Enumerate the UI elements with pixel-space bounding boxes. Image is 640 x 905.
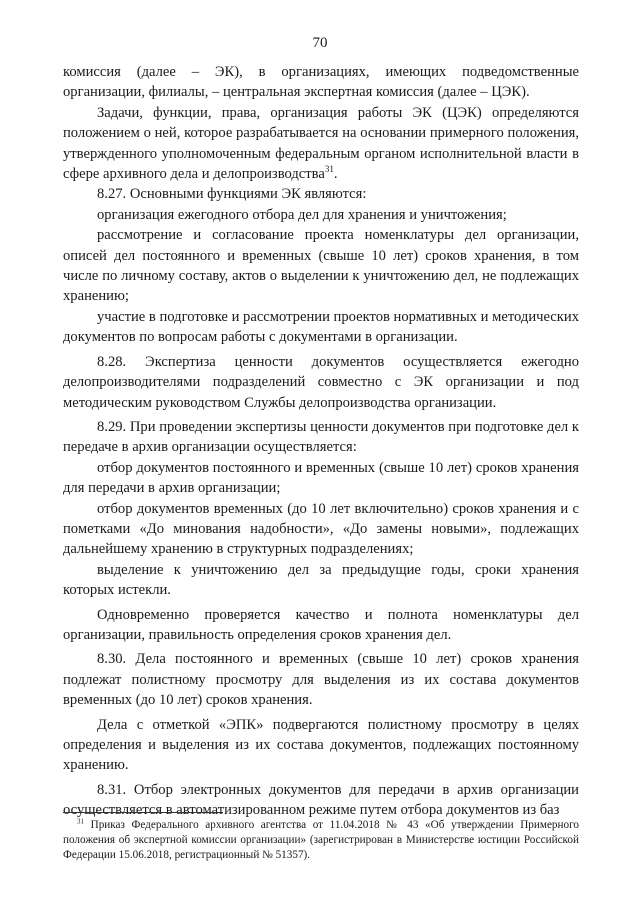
paragraph-commission-intro: комиссия (далее – ЭК), в организациях, имеющих подведомственные организации, филиалы, – центральная экспертная комиссия (далее – ЦЭК). — [63, 64, 579, 101]
footnote-reference: 31 — [324, 164, 334, 175]
footnote — [63, 818, 579, 863]
paragraph-8-27-heading: 8.27. Основными функциями ЭК являются: — [97, 186, 367, 203]
paragraph-8-28: 8.28. Экспертиза ценности документов осуществляется ежегодно делопроизводителями подразделений совместно с ЭК организации и под методическим руководством Службы делопроизводства организации. — [63, 353, 579, 411]
paragraph-destruction: выделение к уничтожению дел за предыдущие годы, сроки хранения которых истекли. — [63, 561, 579, 599]
body-text — [63, 62, 579, 821]
footnote-text: Приказ Федерального архивного агентства от 11.04.2018 № 43 «Об утверждении Примерного положения об экспертной комиссии организации» (зарегистрирован в Министерстве юстиции Российской Федерации 15.06.2018, регистрационный № 51357). — [63, 819, 579, 861]
paragraph-quality-check: Одновременно проверяется качество и полнота номенклатуры дел организации, правильность определения сроков хранения дел. — [63, 606, 579, 643]
footnote-mark: 31 — [77, 817, 84, 826]
paragraph-8-30: 8.30. Дела постоянного и временных (свыше 10 лет) сроков хранения подлежат полистному просмотру для выделения из их состава документов временных (до 10 лет) сроков хранения. — [63, 651, 579, 709]
paragraph-participation: участие в подготовке и рассмотрении проектов нормативных и методических документов по вопросам работы с документами в организации. — [63, 308, 579, 346]
paragraph-epk: Дела с отметкой «ЭПК» подвергаются полистному просмотру в целях определения и выделения из их состава документов, подлежащих постоянному хранению. — [63, 716, 579, 774]
paragraph-8-31: 8.31. Отбор электронных документов для передачи в архив организации осуществляется в автоматизированном режиме путем отбора документов из баз — [63, 781, 579, 819]
paragraph-permanent-selection: отбор документов постоянного и временных (свыше 10 лет) сроков хранения для передачи в архив организации; — [63, 459, 579, 497]
paragraph-temporary-selection: отбор документов временных (до 10 лет включительно) сроков хранения и с пометками «До минования надобности», «До замены новыми», подлежащих дальнейшему хранению в структурных подразделениях; — [63, 500, 579, 558]
paragraph-annual-selection: организация ежегодного отбора дел для хранения и уничтожения; — [97, 206, 507, 223]
paragraph-commission-regulation-tail: . — [333, 166, 338, 183]
footnote-entry — [63, 818, 579, 863]
paragraph-review-nomenclature: рассмотрение и согласование проекта номенклатуры дел организации, описей дел постоянного и временных (свыше 10 лет) сроков хранения, в том числе по личному составу, актов о выделении к уничтожению дел, не подлежащих хранению; — [63, 227, 579, 305]
footnote-divider — [63, 812, 223, 813]
paragraph-8-29: 8.29. При проведении экспертизы ценности документов при подготовке дел к передаче в архив организации осуществляется: — [63, 418, 579, 456]
paragraph-commission-regulation — [63, 103, 579, 185]
page-number: 70 — [312, 35, 328, 51]
paragraph-commission-regulation-text: Задачи, функции, права, организация работы ЭК (ЦЭК) определяются положением о ней, которое разрабатывается на основании примерного положения, утвержденного уполномоченным федеральным органом исполнительной власти в сфере архивного дела и делопроизводства — [63, 104, 579, 183]
